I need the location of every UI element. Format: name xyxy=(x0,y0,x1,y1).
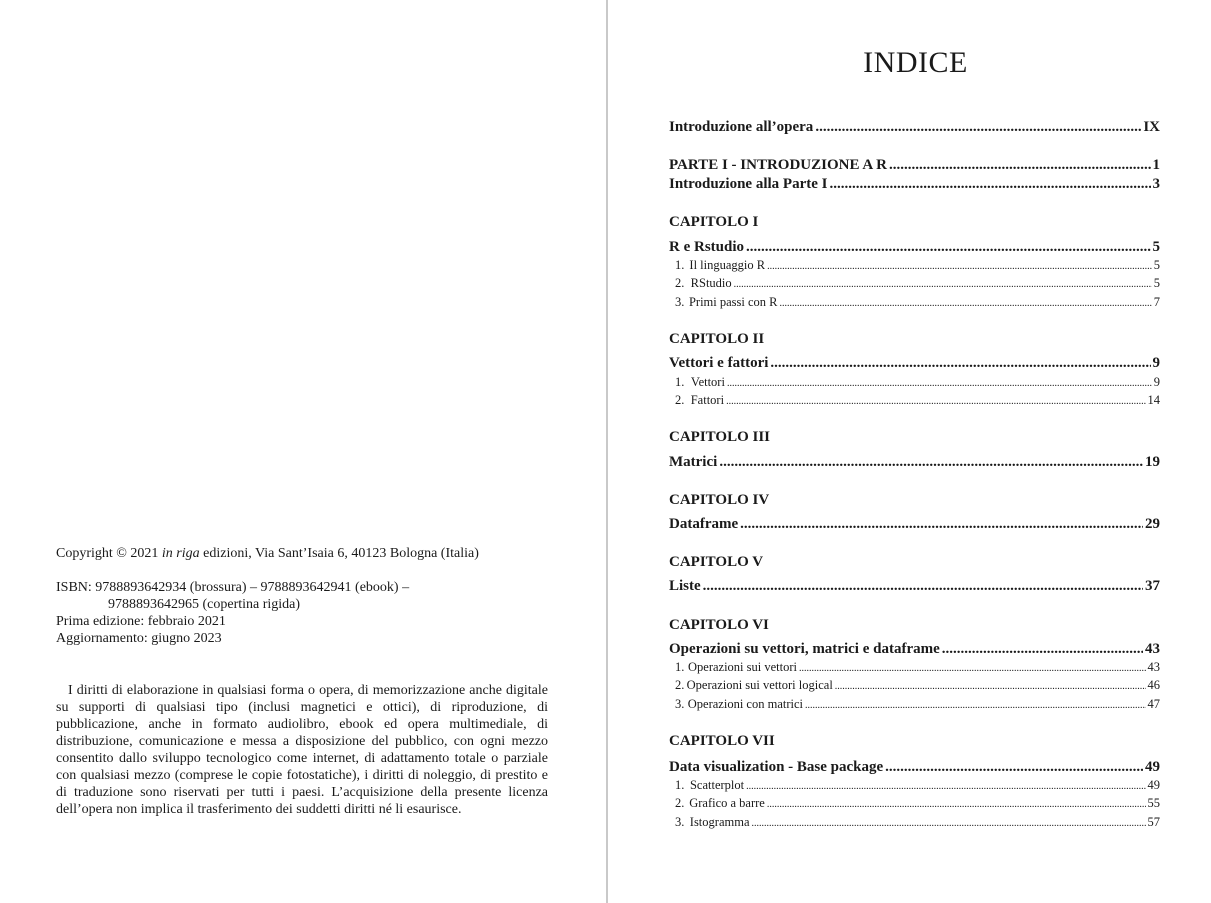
toc-entry-label: Introduzione all’opera xyxy=(669,119,814,135)
toc-entry-page: 37 xyxy=(1145,578,1160,594)
toc-entry-page: 3 xyxy=(1152,176,1160,192)
toc-entry-intro-opera[interactable] xyxy=(669,119,1160,136)
section-page: 57 xyxy=(1147,815,1160,829)
section-label: Primi passi con R xyxy=(688,295,778,309)
toc-entry-parte-1[interactable] xyxy=(669,157,1160,174)
section-number: 2. xyxy=(675,276,685,290)
section-label: RStudio xyxy=(690,276,732,290)
dot-leader xyxy=(829,176,1150,193)
dot-leader xyxy=(770,355,1150,372)
toc-section[interactable] xyxy=(669,697,1160,712)
toc-entry-label: Matrici xyxy=(669,454,718,470)
dot-leader xyxy=(767,258,1152,273)
toc-entry-label: Operazioni su vettori, matrici e dataframe xyxy=(669,641,940,657)
section-label: Fattori xyxy=(690,393,725,407)
section-label: Grafico a barre xyxy=(689,796,765,810)
section-label: Operazioni con matrici xyxy=(687,697,803,711)
toc-section[interactable] xyxy=(669,796,1160,811)
isbn-block xyxy=(56,579,548,647)
section-label: Il linguaggio R xyxy=(689,258,766,272)
section-number: 1. xyxy=(675,778,685,792)
toc-entry-page: 43 xyxy=(1145,641,1160,657)
section-page: 7 xyxy=(1153,295,1160,309)
toc-entry-label: Vettori e fattori xyxy=(669,355,769,371)
section-number: 2. xyxy=(675,393,685,407)
toc-entry-page: 9 xyxy=(1152,355,1160,371)
dot-leader xyxy=(780,295,1152,310)
section-page: 14 xyxy=(1147,393,1160,407)
dot-leader xyxy=(815,119,1141,136)
section-label: Operazioni sui vettori xyxy=(688,660,797,674)
section-page: 55 xyxy=(1147,796,1160,810)
dot-leader xyxy=(734,276,1152,291)
toc-section[interactable] xyxy=(669,678,1160,693)
chapter-heading: CAPITOLO VII xyxy=(669,733,775,749)
dot-leader xyxy=(835,678,1146,693)
toc-section[interactable] xyxy=(669,815,1160,830)
section-page: 9 xyxy=(1153,375,1160,389)
toc-chapter-title[interactable] xyxy=(669,239,1160,256)
dot-leader xyxy=(719,454,1143,471)
toc-chapter-title[interactable] xyxy=(669,516,1160,533)
rights-paragraph: I diritti di elaborazione in qualsiasi forma o opera, di memorizzazione anche digitale su supporti di qualsiasi tipo (inclusi magnetici e ottici), di riproduzione, di pubblicazione, anche in formato audiolibro, ebook ed opera multimediale, di distribuzione, comunicazione e messa a disposizione del pubblico, con ogni mezzo consentito dallo sviluppo tecnologico come internet, di adattamento totale o parziale con qualsiasi mezzo (comprese le copie fotostatiche), i diritti di noleggio, di prestito e di traduzione sono riservati per tutti i paesi. L’acquisizione della presente licenza dell’opera non implica il trasferimento dei suddetti diritti né li esaurisce. xyxy=(56,683,548,817)
right-page xyxy=(608,0,1211,903)
section-page: 47 xyxy=(1147,697,1160,711)
section-page: 46 xyxy=(1147,678,1160,692)
toc-title: INDICE xyxy=(863,46,968,79)
toc-entry-intro-parte-1[interactable] xyxy=(669,176,1160,193)
section-number: 2. xyxy=(675,796,685,810)
toc-entry-page: 49 xyxy=(1145,759,1160,775)
section-label: Operazioni sui vettori logical xyxy=(686,678,833,692)
dot-leader xyxy=(805,697,1146,712)
chapter-heading: CAPITOLO II xyxy=(669,331,765,347)
section-page: 43 xyxy=(1147,660,1160,674)
isbn-line-1: ISBN: 9788893642934 (brossura) – 9788893642941 (ebook) – xyxy=(56,580,410,595)
toc-chapter-title[interactable] xyxy=(669,578,1160,595)
dot-leader xyxy=(746,239,1150,256)
copyright-block xyxy=(56,545,548,647)
section-number: 1. xyxy=(675,660,685,674)
toc-entry-page: IX xyxy=(1143,119,1160,135)
dot-leader xyxy=(799,660,1146,675)
first-edition: Prima edizione: febbraio 2021 xyxy=(56,614,226,629)
section-page: 5 xyxy=(1153,276,1160,290)
update-date: Aggiornamento: giugno 2023 xyxy=(56,631,222,646)
dot-leader xyxy=(885,759,1143,776)
section-number: 1. xyxy=(675,375,685,389)
toc-section[interactable] xyxy=(669,258,1160,273)
toc-section[interactable] xyxy=(669,295,1160,310)
dot-leader xyxy=(889,157,1151,174)
toc-entry-page: 1 xyxy=(1152,157,1160,173)
toc-chapter-title[interactable] xyxy=(669,759,1160,776)
dot-leader xyxy=(703,578,1143,595)
section-page: 5 xyxy=(1153,258,1160,272)
toc-section[interactable] xyxy=(669,660,1160,675)
section-label: Istogramma xyxy=(689,815,750,829)
dot-leader xyxy=(727,375,1152,390)
chapter-heading: CAPITOLO III xyxy=(669,429,771,445)
toc-entry-label: Data visualization - Base package xyxy=(669,759,884,775)
section-number: 2. xyxy=(675,678,685,692)
section-number: 1. xyxy=(675,258,685,272)
section-label: Scatterplot xyxy=(689,778,745,792)
toc-section[interactable] xyxy=(669,276,1160,291)
section-page: 49 xyxy=(1147,778,1160,792)
isbn-line-2: 9788893642965 (copertina rigida) xyxy=(108,597,301,612)
dot-leader xyxy=(726,393,1145,408)
toc-chapter-title[interactable] xyxy=(669,641,1160,658)
dot-leader xyxy=(752,815,1146,830)
dot-leader xyxy=(746,778,1145,793)
section-number: 3. xyxy=(675,295,685,309)
copyright-prefix: Copyright © 2021 xyxy=(56,546,162,561)
section-label: Vettori xyxy=(690,375,725,389)
section-number: 3. xyxy=(675,697,685,711)
toc-entry-label: Dataframe xyxy=(669,516,739,532)
toc-chapter-title[interactable] xyxy=(669,454,1160,471)
section-number: 3. xyxy=(675,815,685,829)
toc-entry-page: 19 xyxy=(1145,454,1160,470)
toc-entry-page: 29 xyxy=(1145,516,1160,532)
chapter-heading: CAPITOLO V xyxy=(669,554,764,570)
toc-entry-label: R e Rstudio xyxy=(669,239,745,255)
chapter-heading: CAPITOLO I xyxy=(669,214,759,230)
toc-entry-label: Introduzione alla Parte I xyxy=(669,176,828,192)
toc-entry-label: Liste xyxy=(669,578,701,594)
toc-section[interactable] xyxy=(669,375,1160,390)
chapter-heading: CAPITOLO VI xyxy=(669,617,769,633)
publisher-name: in riga xyxy=(161,546,200,561)
chapter-heading: CAPITOLO IV xyxy=(669,492,770,508)
dot-leader xyxy=(740,516,1143,533)
copyright-line xyxy=(56,545,548,562)
dot-leader xyxy=(767,796,1146,811)
toc-section[interactable] xyxy=(669,778,1160,793)
toc-section[interactable] xyxy=(669,393,1160,408)
toc-entry-page: 5 xyxy=(1152,239,1160,255)
copyright-suffix: edizioni, Via Sant’Isaia 6, 40123 Bologna (Italia) xyxy=(199,546,479,561)
toc-chapter-title[interactable] xyxy=(669,355,1160,372)
dot-leader xyxy=(942,641,1143,658)
toc-entry-label: PARTE I - INTRODUZIONE A R xyxy=(669,157,887,173)
